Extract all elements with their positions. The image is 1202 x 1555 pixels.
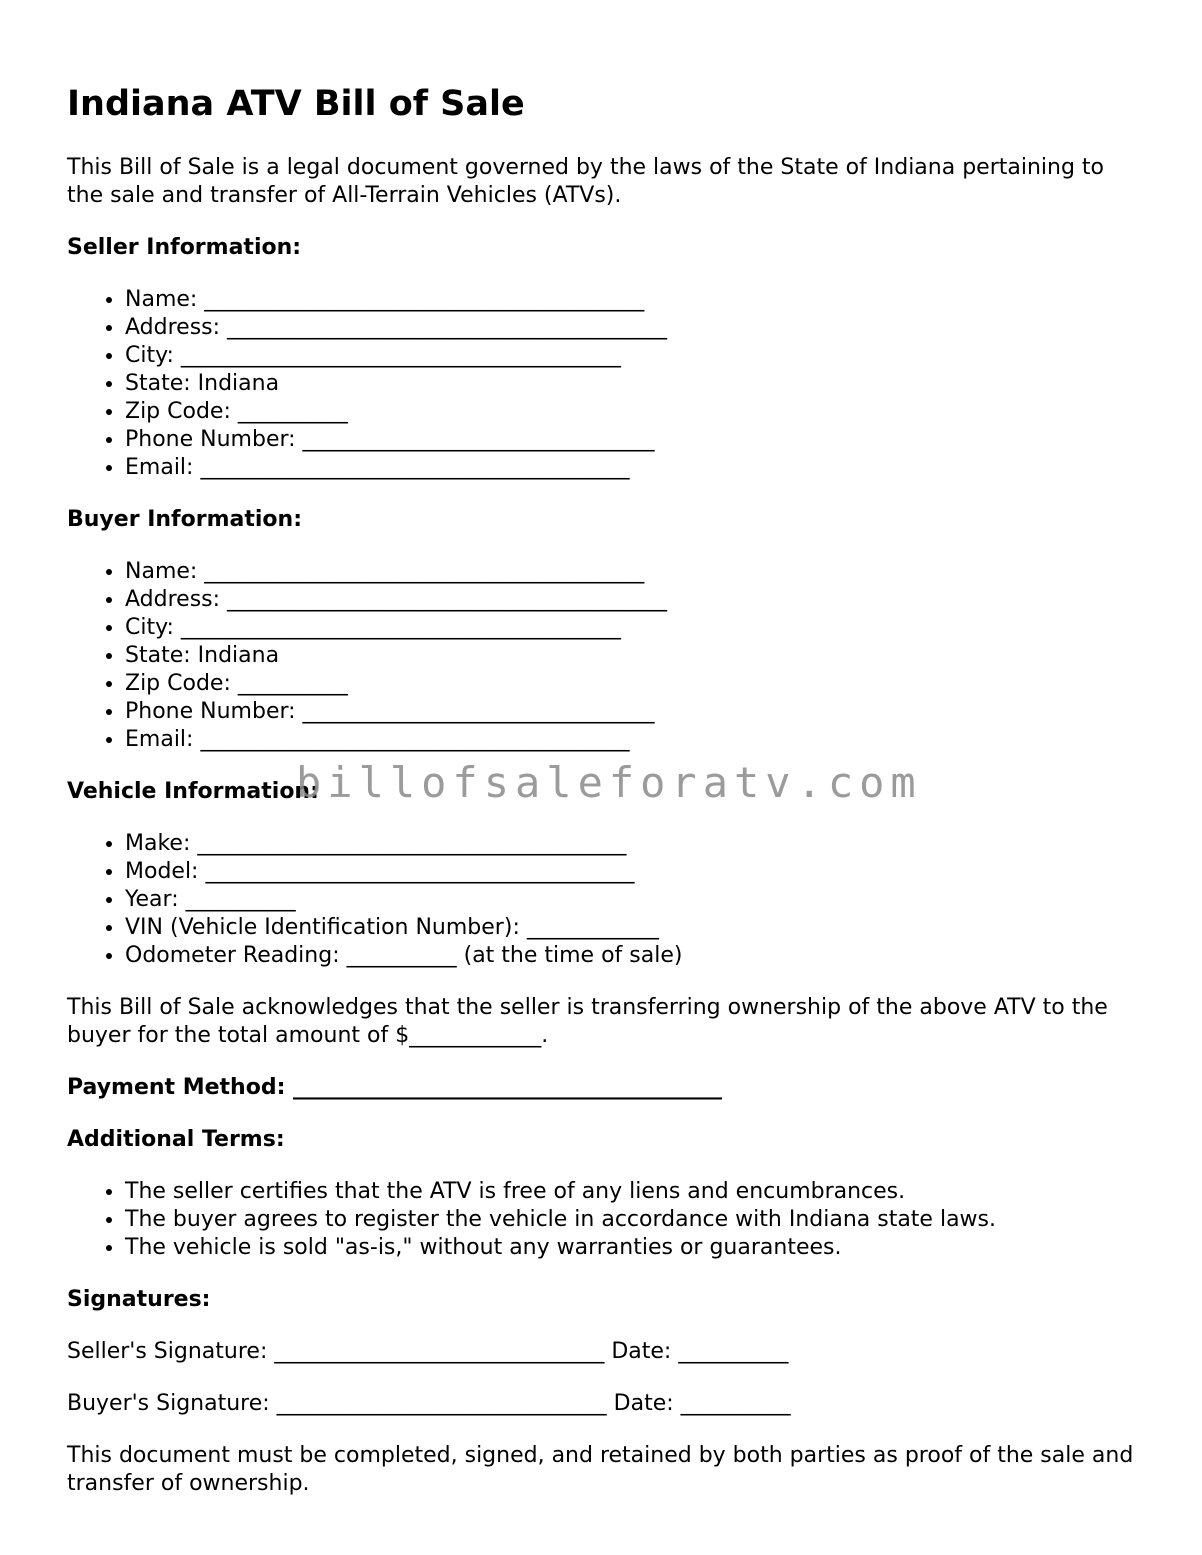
terms-list: [67, 1178, 1142, 1262]
buyer-name-field: • Name: ________________________________________: [125, 558, 1142, 586]
buyer-list: [67, 558, 1142, 754]
buyer-zip-field: • Zip Code: __________: [125, 670, 1142, 698]
seller-email-field: • Email: _______________________________________: [125, 454, 1142, 482]
buyer-city-field: • City: ________________________________________: [125, 614, 1142, 642]
seller-state-field: • State: Indiana: [125, 370, 1142, 398]
terms-heading: Additional Terms:: [67, 1127, 285, 1152]
seller-signature-line: Seller's Signature: ______________________________ Date: __________: [67, 1339, 789, 1364]
seller-phone-field: • Phone Number: ________________________________: [125, 426, 1142, 454]
term-item: • The seller certifies that the ATV is free of any liens and encumbrances.: [125, 1178, 1142, 1206]
seller-address-field: • Address: ________________________________________: [125, 314, 1142, 342]
vehicle-list: [67, 830, 1142, 970]
buyer-email-field: • Email: _______________________________________: [125, 726, 1142, 754]
buyer-phone-field: • Phone Number: ________________________________: [125, 698, 1142, 726]
buyer-heading: Buyer Information:: [67, 507, 302, 532]
acknowledgement-paragraph: This Bill of Sale acknowledges that the seller is transferring ownership of the above ATV to the buyer for the total amount of $____________.: [67, 995, 1108, 1048]
vehicle-make-field: • Make: _______________________________________: [125, 830, 1142, 858]
signatures-heading: Signatures:: [67, 1287, 211, 1312]
seller-name-field: • Name: ________________________________________: [125, 286, 1142, 314]
payment-method-field: Payment Method: _______________________________________: [67, 1075, 723, 1100]
buyer-state-field: • State: Indiana: [125, 642, 1142, 670]
seller-city-field: • City: ________________________________________: [125, 342, 1142, 370]
seller-heading: Seller Information:: [67, 235, 302, 260]
buyer-signature-line: Buyer's Signature: ______________________________ Date: __________: [67, 1391, 791, 1416]
vehicle-vin-field: • VIN (Vehicle Identification Number): ____________: [125, 914, 1142, 942]
term-item: • The buyer agrees to register the vehicle in accordance with Indiana state laws.: [125, 1206, 1142, 1234]
vehicle-heading: Vehicle Information:: [67, 779, 319, 804]
closing-paragraph: This document must be completed, signed, and retained by both parties as proof of the sale and transfer of ownership.: [67, 1443, 1134, 1496]
vehicle-model-field: • Model: _______________________________________: [125, 858, 1142, 886]
page-title: Indiana ATV Bill of Sale: [67, 84, 525, 124]
vehicle-odometer-field: • Odometer Reading: __________ (at the time of sale): [125, 942, 1142, 970]
seller-zip-field: • Zip Code: __________: [125, 398, 1142, 426]
intro-paragraph: This Bill of Sale is a legal document governed by the laws of the State of Indiana pertaining to the sale and transfer of All-Terrain Vehicles (ATVs).: [67, 155, 1105, 208]
buyer-address-field: • Address: ________________________________________: [125, 586, 1142, 614]
watermark: billofsaleforatv.com: [296, 758, 922, 807]
vehicle-year-field: • Year: __________: [125, 886, 1142, 914]
seller-list: [67, 286, 1142, 482]
term-item: • The vehicle is sold "as-is," without any warranties or guarantees.: [125, 1234, 1142, 1262]
